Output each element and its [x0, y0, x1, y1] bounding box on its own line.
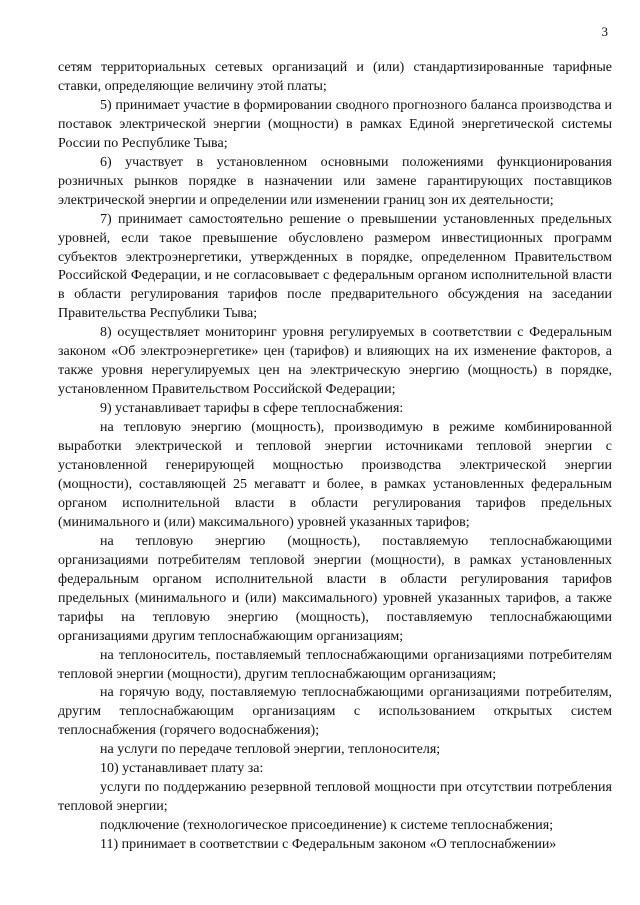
paragraph-item-9-thermal-combined: на тепловую энергию (мощность), производимую в режиме комбинированной выработки электрической и тепловой энергии источниками тепловой энергии с установленной генерирующей мощностью производства электрической энергии (мощности), составляющей 25 мегаватт и более, в рамках установленных федеральным органом исполнительной власти в области регулирования тарифов предельных (минимального и (или) максимального) уровней указанных тарифов; — [58, 420, 612, 530]
paragraph-item-6: 6) участвует в установленном основными положениями функционирования розничных рынков порядке в назначении или замене гарантирующих поставщиков электрической энергии и определении или изменении границ зон их деятельности; — [58, 154, 612, 208]
paragraph-item-10-reserve: услуги по поддержанию резервной тепловой мощности при отсутствии потребления тепловой энергии; — [58, 780, 612, 815]
paragraph-item-10: 10) устанавливает плату за: — [100, 761, 264, 777]
paragraph-item-9-heat-carrier: на теплоноситель, поставляемый теплоснабжающими организациями потребителям тепловой энергии (мощности), другим теплоснабжающим организациям; — [58, 647, 612, 682]
paragraph-item-9: 9) устанавливает тарифы в сфере теплоснабжения: — [100, 401, 404, 417]
paragraph-item-9-transmission: на услуги по передаче тепловой энергии, теплоносителя; — [100, 742, 441, 758]
paragraph-continuation: сетям территориальных сетевых организаций и (или) стандартизированные тарифные ставки, определяющие величину этой платы; — [58, 60, 612, 94]
paragraph-item-9-hot-water: на горячую воду, поставляемую теплоснабжающими организациями потребителям, другим теплоснабжающим организациям с использованием открытых систем теплоснабжения (горячего водоснабжения); — [58, 685, 612, 739]
paragraph-item-5: 5) принимает участие в формировании сводного прогнозного баланса производства и поставок электрической энергии (мощности) в рамках Единой энергетической системы России по Республике Тыва; — [58, 97, 612, 151]
paragraph-item-7: 7) принимает самостоятельно решение о превышении установленных предельных уровней, если такое превышение обусловлено размером инвестиционных программ субъектов электроэнергетики, утвержденных в порядке, определенном Правительством Российской Федерации, и не согласовывает с федеральным органом исполнительной власти в области регулирования тарифов после предварительного обсуждения на заседании Правительства Республики Тыва; — [58, 211, 612, 322]
page-number: 3 — [601, 24, 608, 39]
paragraph-item-8: 8) осуществляет мониторинг уровня регулируемых в соответствии с Федеральным законом «Об электроэнергетике» цен (тарифов) и влияющих на их изменение факторов, а также уровня нерегулируемых цен на электрическую энергию (мощность) в порядке, установленном Правительством Российской Федерации; — [58, 325, 612, 398]
paragraph-item-11: 11) принимает в соответствии с Федеральным законом «О теплоснабжении» — [100, 837, 557, 853]
paragraph-item-9-thermal-supplied: на тепловую энергию (мощность), поставляемую теплоснабжающими организациями потребителям тепловой энергии (мощности), в рамках установленных федеральным органом исполнительной власти в области регулирования тарифов предельных (минимального и (или) максимального) уровней указанных тарифов, а также тарифы на тепловую энергию (мощность), поставляемую теплоснабжающими организациями другим теплоснабжающим организациям; — [58, 533, 612, 644]
paragraph-item-10-connection: подключение (технологическое присоединение) к системе теплоснабжения; — [100, 818, 554, 834]
document-body — [58, 59, 612, 855]
